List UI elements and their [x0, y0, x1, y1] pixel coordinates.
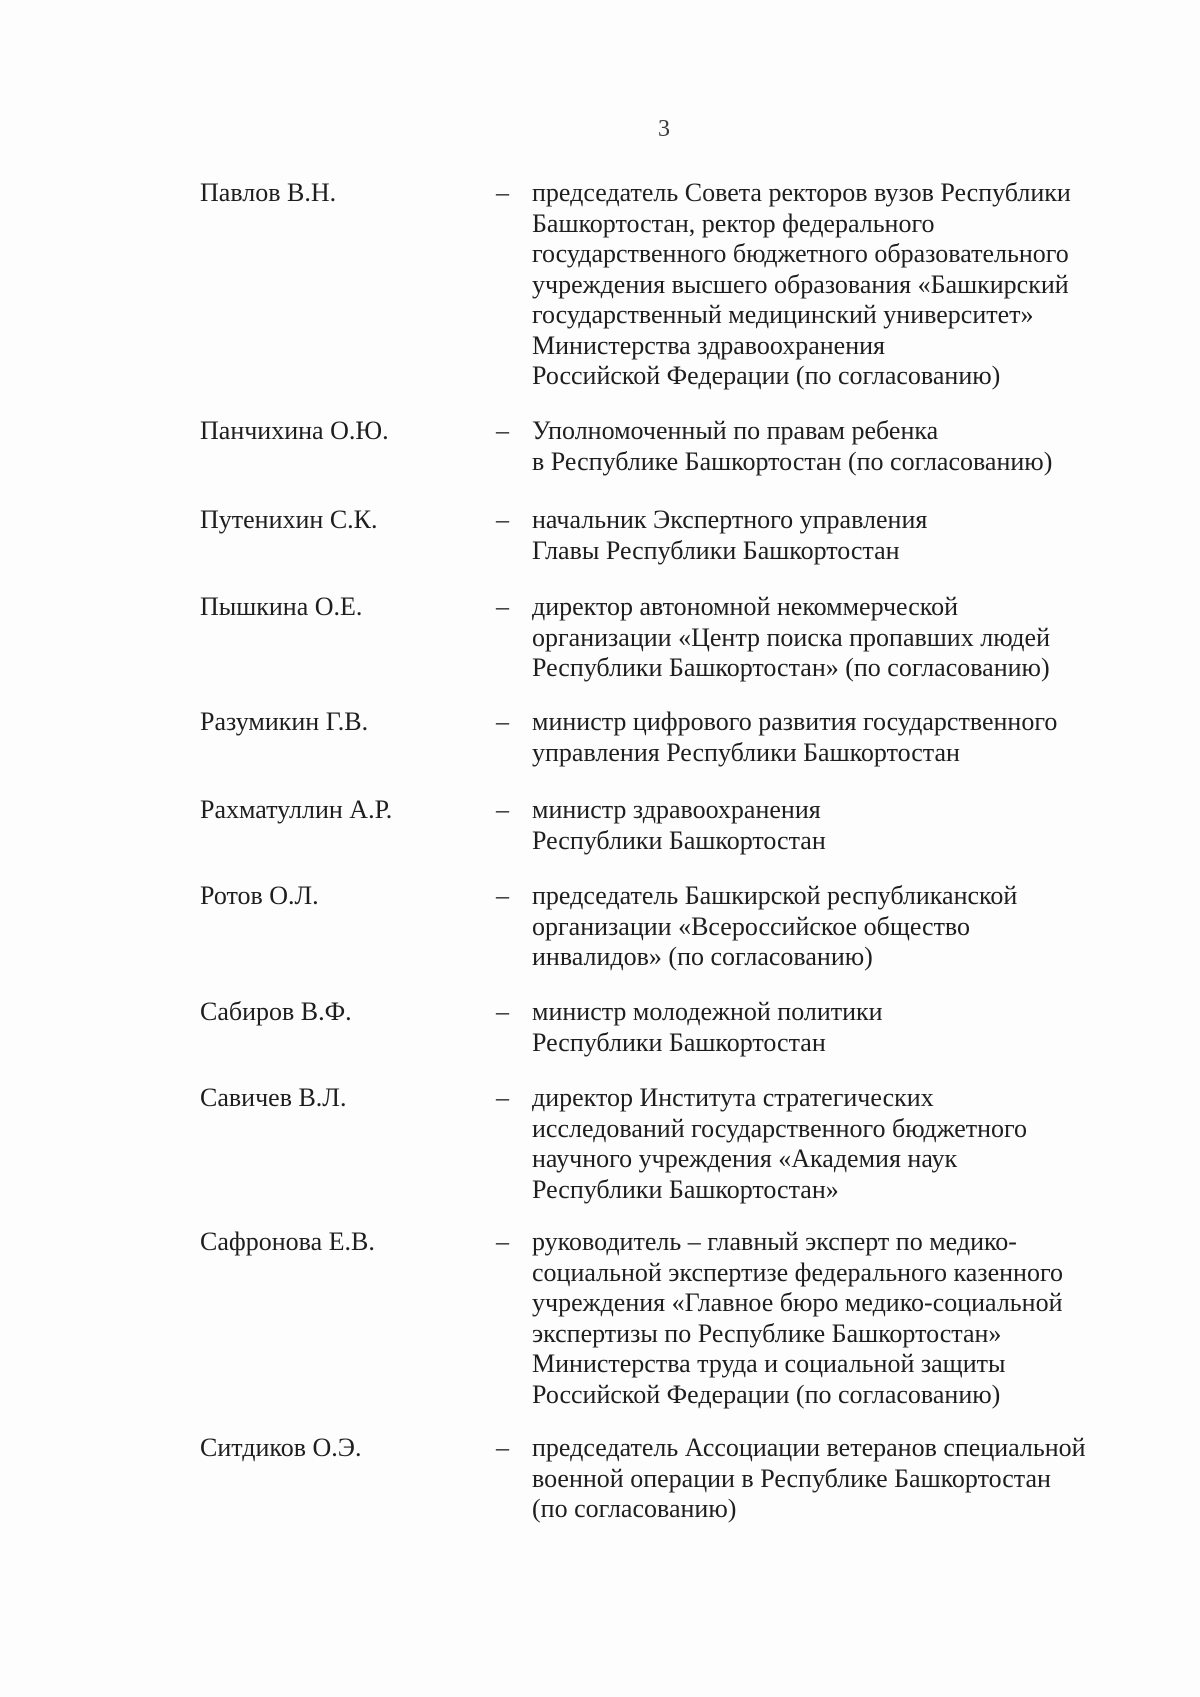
position-line: Республики Башкортостан [532, 825, 826, 855]
position-line: управления Республики Башкортостан [532, 737, 960, 767]
member-name: Панчихина О.Ю. [200, 416, 389, 445]
position-line: учреждения «Главное бюро медико-социальной [532, 1288, 1063, 1317]
position-line: руководитель – главный эксперт по медико- [532, 1227, 1017, 1256]
position-line: Республики Башкортостан» [532, 1174, 839, 1204]
position-line: Башкортостан, ректор федерального [532, 208, 935, 238]
member-position [532, 795, 1132, 856]
member-position [532, 1433, 1132, 1525]
position-line: председатель Совета ректоров вузов Республики [532, 178, 1071, 207]
position-line: Республики Башкортостан [532, 1027, 826, 1057]
member-position [532, 505, 1132, 566]
position-line: экспертизы по Республике Башкортостан» [532, 1318, 1002, 1348]
member-name: Рахматуллин А.Р. [200, 795, 393, 824]
position-line: учреждения высшего образования «Башкирский [532, 269, 1069, 299]
position-line: социальной экспертизе федерального казенного [532, 1257, 1063, 1287]
position-line: Российской Федерации (по согласованию) [532, 361, 1001, 390]
position-line: начальник Экспертного управления [532, 505, 928, 534]
member-position [532, 416, 1132, 477]
position-line: исследований государственного бюджетного [532, 1113, 1028, 1143]
dash-separator: – [496, 505, 509, 534]
member-name: Ротов О.Л. [200, 881, 319, 910]
member-position [532, 997, 1132, 1058]
position-line: Уполномоченный по правам ребенка [532, 416, 939, 445]
member-name: Сафронова Е.В. [200, 1227, 375, 1256]
position-line: Министерства здравоохранения [532, 330, 885, 360]
position-line: (по согласованию) [532, 1494, 737, 1523]
member-name: Пышкина О.Е. [200, 592, 363, 621]
dash-separator: – [496, 707, 509, 736]
member-position [532, 1083, 1132, 1205]
position-line: военной операции в Республике Башкортостан [532, 1463, 1051, 1493]
member-name: Сабиров В.Ф. [200, 997, 352, 1026]
dash-separator: – [496, 1227, 509, 1256]
position-line: Республики Башкортостан» (по согласованию) [532, 653, 1050, 682]
position-line: научного учреждения «Академия наук [532, 1144, 958, 1173]
position-line: инвалидов» (по согласованию) [532, 942, 873, 971]
member-name: Разумикин Г.В. [200, 707, 369, 736]
dash-separator: – [496, 795, 509, 824]
position-line: организации «Центр поиска пропавших людей [532, 622, 1050, 652]
dash-separator: – [496, 997, 509, 1026]
position-line: председатель Ассоциации ветеранов специальной [532, 1433, 1086, 1462]
member-name: Ситдиков О.Э. [200, 1433, 362, 1462]
position-line: министр цифрового развития государственного [532, 707, 1058, 736]
position-line: Министерства труда и социальной защиты [532, 1349, 1006, 1378]
position-line: министр молодежной политики [532, 997, 883, 1026]
dash-separator: – [496, 178, 509, 207]
position-line: организации «Всероссийское общество [532, 911, 971, 941]
member-name: Путенихин С.К. [200, 505, 378, 534]
member-position [532, 178, 1132, 392]
member-name: Савичев В.Л. [200, 1083, 347, 1112]
member-position [532, 592, 1132, 684]
position-line: государственный медицинский университет» [532, 300, 1034, 329]
dash-separator: – [496, 1433, 509, 1462]
position-line: директор Института стратегических [532, 1083, 934, 1112]
dash-separator: – [496, 1083, 509, 1112]
dash-separator: – [496, 881, 509, 910]
position-line: государственного бюджетного образовательного [532, 239, 1069, 268]
position-line: Главы Республики Башкортостан [532, 535, 900, 565]
dash-separator: – [496, 592, 509, 621]
dash-separator: – [496, 416, 509, 445]
position-line: директор автономной некоммерческой [532, 592, 958, 621]
position-line: председатель Башкирской республиканской [532, 881, 1018, 910]
member-name: Павлов В.Н. [200, 178, 337, 207]
page-number: 3 [658, 116, 670, 142]
member-position [532, 1227, 1132, 1410]
position-line: в Республике Башкортостан (по согласованию) [532, 446, 1053, 476]
member-position [532, 707, 1132, 768]
position-line: министр здравоохранения [532, 795, 821, 824]
member-position [532, 881, 1132, 973]
position-line: Российской Федерации (по согласованию) [532, 1379, 1001, 1409]
